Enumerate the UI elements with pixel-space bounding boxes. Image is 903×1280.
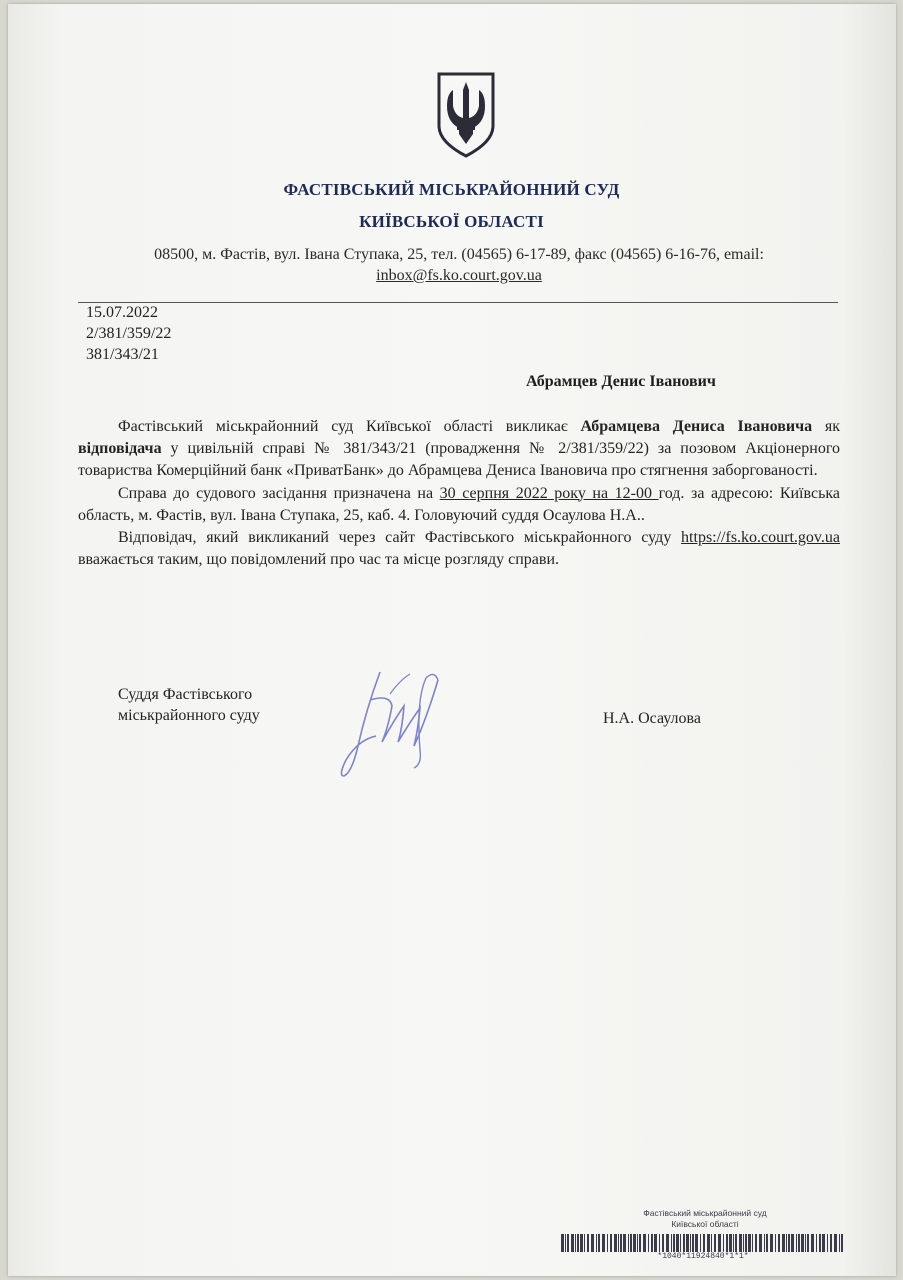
summons-body [78, 416, 840, 571]
judge-name: Н.А. Осаулова [603, 710, 701, 727]
court-address [78, 244, 840, 286]
recipient-name: Абрамцев Денис Іванович [526, 373, 716, 390]
judge-title: Суддя Фастівського міськрайонного суду [118, 686, 260, 724]
case-number: 381/343/21 [86, 346, 159, 363]
court-address-text: 08500, м. Фастів, вул. Івана Ступака, 25, тел. (04565) 6-17-89, факс (04565) 6-16-76, email: [154, 246, 764, 263]
document-date: 15.07.2022 [86, 304, 158, 321]
court-website-link[interactable]: https://fs.ko.court.gov.ua [681, 529, 840, 547]
barcode-number: *1040*11924840*1*1* [657, 1252, 749, 1261]
body-paragraph-1: Фастівський міськрайонний суд Київської області викликає Абрамцева Дениса Івановича як відповідача у цивільній справі № 381/343/21 (провадження № 2/381/359/22) за позовом Акціонерного товариства Комерційний банк «ПриватБанк» до Абрамцева Дениса Івановича про стягнення заборгованості. [78, 418, 841, 480]
court-email-link[interactable]: inbox@fs.ko.court.gov.ua [376, 267, 542, 284]
body-paragraph-3: Відповідач, який викликаний через сайт Фастівського міськрайонного суду https://fs.ko.court.gov.ua вважається таким, що повідомлений про час та місце розгляду справи. [78, 529, 840, 569]
proceeding-number: 2/381/359/22 [86, 325, 172, 342]
header-divider [78, 302, 838, 303]
court-stamp: Фастівський міськрайонний суд Київської області [643, 1208, 767, 1229]
body-paragraph-2: Справа до судового засідання призначена на 30 серпня 2022 року на 12-00 год. за адресою: Київська область, м. Фастів, вул. Івана Ступака, 25, каб. 4. Головуючий суддя Осаулова Н.А.. [78, 484, 840, 524]
coat-of-arms-icon [435, 70, 497, 160]
handwritten-signature-icon [330, 650, 460, 785]
barcode-icon [561, 1234, 845, 1252]
hearing-date: 30 серпня 2022 року на 12-00 [439, 484, 659, 502]
court-name-line1: ФАСТІВСЬКИЙ МІСЬКРАЙОННИЙ СУД [283, 180, 620, 199]
court-name-line2: КИЇВСЬКОЇ ОБЛАСТІ [359, 212, 544, 231]
